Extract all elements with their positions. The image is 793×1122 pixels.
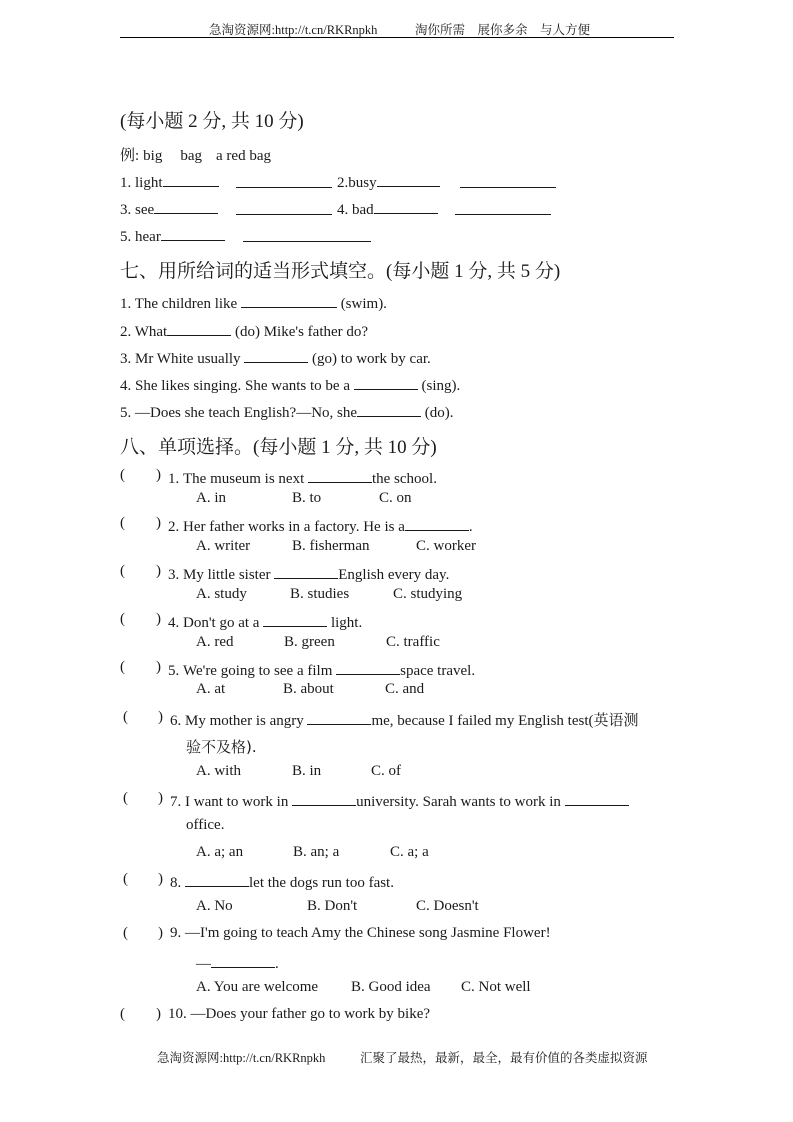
answer-paren-close: ) [156,611,161,627]
section7-item-2 [120,320,368,341]
section7-item-1 [120,292,387,313]
option-a[interactable]: A. writer [196,538,251,554]
question-text: Her father works in a factory. He is a [183,519,405,535]
option-b[interactable]: B. Good idea [351,979,431,995]
section6-item-3 [120,198,218,219]
option-b[interactable]: B. to [292,490,322,506]
question-number: 9. [170,925,182,941]
answer-paren-close: ) [158,790,163,806]
example-word-1: big [143,148,163,164]
item-word: hear [135,229,161,245]
answer-paren-close: ) [156,515,161,531]
option-a[interactable]: A. with [196,763,241,779]
answer-blank[interactable] [154,198,218,214]
question-text: . [275,956,279,972]
option-c[interactable]: C. Doesn't [416,898,479,914]
answer-paren-open: ( [120,515,125,531]
answer-paren-open: ( [123,790,128,806]
answer-blank[interactable] [211,952,275,968]
option-b[interactable]: B. an; a [293,844,340,860]
question-text: 英语测 [593,711,639,729]
section6-item-5 [120,225,225,246]
question-7-continued: office. [186,817,225,833]
question-text: let the dogs run too fast. [249,875,394,891]
answer-blank[interactable] [185,871,249,887]
footer-site: 急淘资源网:http://t.cn/RKRnpkh [157,1051,326,1065]
answer-blank[interactable] [354,374,418,390]
header-slogan: 淘你所需 展你多余 与人方便 [415,23,591,37]
section6-item-4 [337,198,438,219]
answer-blank[interactable] [243,225,371,242]
answer-blank[interactable] [292,790,356,806]
answer-blank[interactable] [236,198,332,215]
sentence-start: 3. Mr White usually [120,351,245,367]
example-answer: a red bag [216,148,271,164]
option-c[interactable]: C. worker [416,538,476,554]
section8-heading: 八、单项选择。(每小题 1 分, 共 10 分) [120,437,437,458]
sentence-end: (do) Mike's father do? [231,324,369,340]
answer-blank[interactable] [161,225,225,241]
question-number: 10. [168,1006,187,1022]
option-b[interactable]: B. fisherman [292,538,370,554]
question-9-response [196,952,279,973]
sentence-start: 5. —Does she teach English?—No, she [120,405,358,421]
answer-blank[interactable] [167,320,231,336]
option-c[interactable]: C. and [385,681,425,697]
section7-heading: 七、用所给词的适当形式填空。(每小题 1 分, 共 5 分) [120,261,561,282]
answer-blank[interactable] [377,171,440,187]
option-b[interactable]: B. about [283,681,334,697]
item-number: 3. [120,202,132,218]
answer-blank[interactable] [336,659,400,675]
section6-example [120,144,271,165]
answer-paren-close: ) [158,709,163,725]
answer-blank[interactable] [357,401,421,417]
option-a[interactable]: A. a; an [196,844,244,860]
answer-blank[interactable] [274,563,338,579]
answer-paren-open: ( [123,925,128,941]
answer-blank[interactable] [308,467,372,483]
answer-paren-open: ( [123,709,128,725]
question-text: English every day. [338,567,450,583]
option-a[interactable]: A. You are welcome [196,979,319,995]
question-text: We're going to see a film [183,663,337,679]
option-c[interactable]: C. traffic [386,634,440,650]
answer-paren-close: ) [156,1006,161,1022]
question-text: —Does your father go to work by bike? [190,1006,431,1022]
answer-blank[interactable] [241,292,337,308]
question-8 [170,871,394,892]
answer-blank[interactable] [263,611,327,627]
option-b[interactable]: B. studies [290,586,350,602]
answer-paren-open: ( [120,563,125,579]
option-b[interactable]: B. green [284,634,335,650]
question-number: 4. [168,615,180,631]
sentence-end: (swim). [336,296,387,312]
answer-blank[interactable] [455,198,551,215]
question-text: Don't go at a [183,615,264,631]
sentence-end: (do). [421,405,454,421]
question-number: 7. [170,794,182,810]
question-6 [170,709,639,730]
option-c[interactable]: C. a; a [390,844,429,860]
item-number: 5. [120,229,132,245]
answer-paren-open: ( [120,659,125,675]
section6-item-2 [337,171,440,192]
question-text: . [468,519,473,535]
item-number: 4. [337,202,349,218]
answer-blank[interactable] [374,198,438,214]
question-7 [170,790,629,811]
answer-paren-open: ( [120,467,125,483]
question-text: me, because I failed my English test( [371,713,594,729]
option-b[interactable]: B. Don't [307,898,358,914]
section6-item-1 [120,171,219,192]
answer-paren-close: ) [158,871,163,887]
answer-blank[interactable] [236,171,332,188]
option-c[interactable]: C. of [371,763,401,779]
answer-paren-open: ( [120,1006,125,1022]
example-label: 例: [120,148,140,164]
question-number: 1. [168,471,180,487]
answer-blank[interactable] [307,709,371,725]
answer-blank[interactable] [163,171,219,187]
question-text: —I'm going to teach Amy the Chinese song Jasmine Flower! [185,925,551,941]
question-text: space travel. [400,663,476,679]
question-9 [170,925,551,942]
question-4 [168,611,362,632]
answer-paren-close: ) [156,659,161,675]
item-word: see [135,202,155,218]
question-2 [168,515,473,536]
question-text: My little sister [183,567,275,583]
item-word: light [135,175,163,191]
answer-paren-close: ) [156,563,161,579]
item-number: 1. [120,175,132,191]
section7-item-5 [120,401,454,422]
question-text: — [196,956,211,972]
option-a[interactable]: A. red [196,634,234,650]
option-a[interactable]: A. No [196,898,233,914]
answer-paren-close: ) [156,467,161,483]
question-text: light. [327,615,363,631]
question-10 [168,1006,430,1023]
option-c[interactable]: C. on [379,490,412,506]
question-1 [168,467,437,488]
answer-blank[interactable] [244,347,308,363]
section6-heading: (每小题 2 分, 共 10 分) [120,111,304,132]
option-c[interactable]: C. Not well [461,979,531,995]
question-text: My mother is angry [185,713,308,729]
sentence-start: 1. The children like [120,296,241,312]
header-rule [120,37,674,38]
option-b[interactable]: B. in [292,763,322,779]
option-a[interactable]: A. study [196,586,247,602]
question-6-continued: 验不及格). [186,738,257,756]
answer-paren-open: ( [123,871,128,887]
question-text: the school. [371,471,437,487]
question-text: university. Sarah wants to work in [356,794,565,810]
option-a[interactable]: A. in [196,490,226,506]
question-number: 8. [170,875,182,891]
item-word: busy [348,175,377,191]
item-number: 2. [337,175,349,191]
footer-slogan: 汇聚了最热，最新，最全，最有价值的各类虚拟资源 [360,1051,648,1065]
answer-paren-open: ( [120,611,125,627]
sentence-end: (go) to work by car. [308,351,431,367]
question-text: The museum is next [183,471,308,487]
item-word: bad [352,202,374,218]
question-number: 2. [168,519,180,535]
question-number: 6. [170,713,182,729]
option-c[interactable]: C. studying [393,586,463,602]
section7-item-3 [120,347,431,368]
sentence-end: (sing). [417,378,461,394]
answer-blank[interactable] [405,515,469,531]
answer-paren-close: ) [158,925,163,941]
sentence-start: 2. What [120,324,168,340]
question-number: 5. [168,663,180,679]
question-text: I want to work in [185,794,293,810]
answer-blank[interactable] [565,790,629,806]
sentence-start: 4. She likes singing. She wants to be a [120,378,354,394]
option-a[interactable]: A. at [196,681,226,697]
header-site: 急淘资源网:http://t.cn/RKRnpkh [209,23,378,37]
section7-item-4 [120,374,460,395]
answer-blank[interactable] [460,171,556,188]
question-number: 3. [168,567,180,583]
example-word-2: bag [180,148,203,164]
question-3 [168,563,449,584]
question-5 [168,659,475,680]
